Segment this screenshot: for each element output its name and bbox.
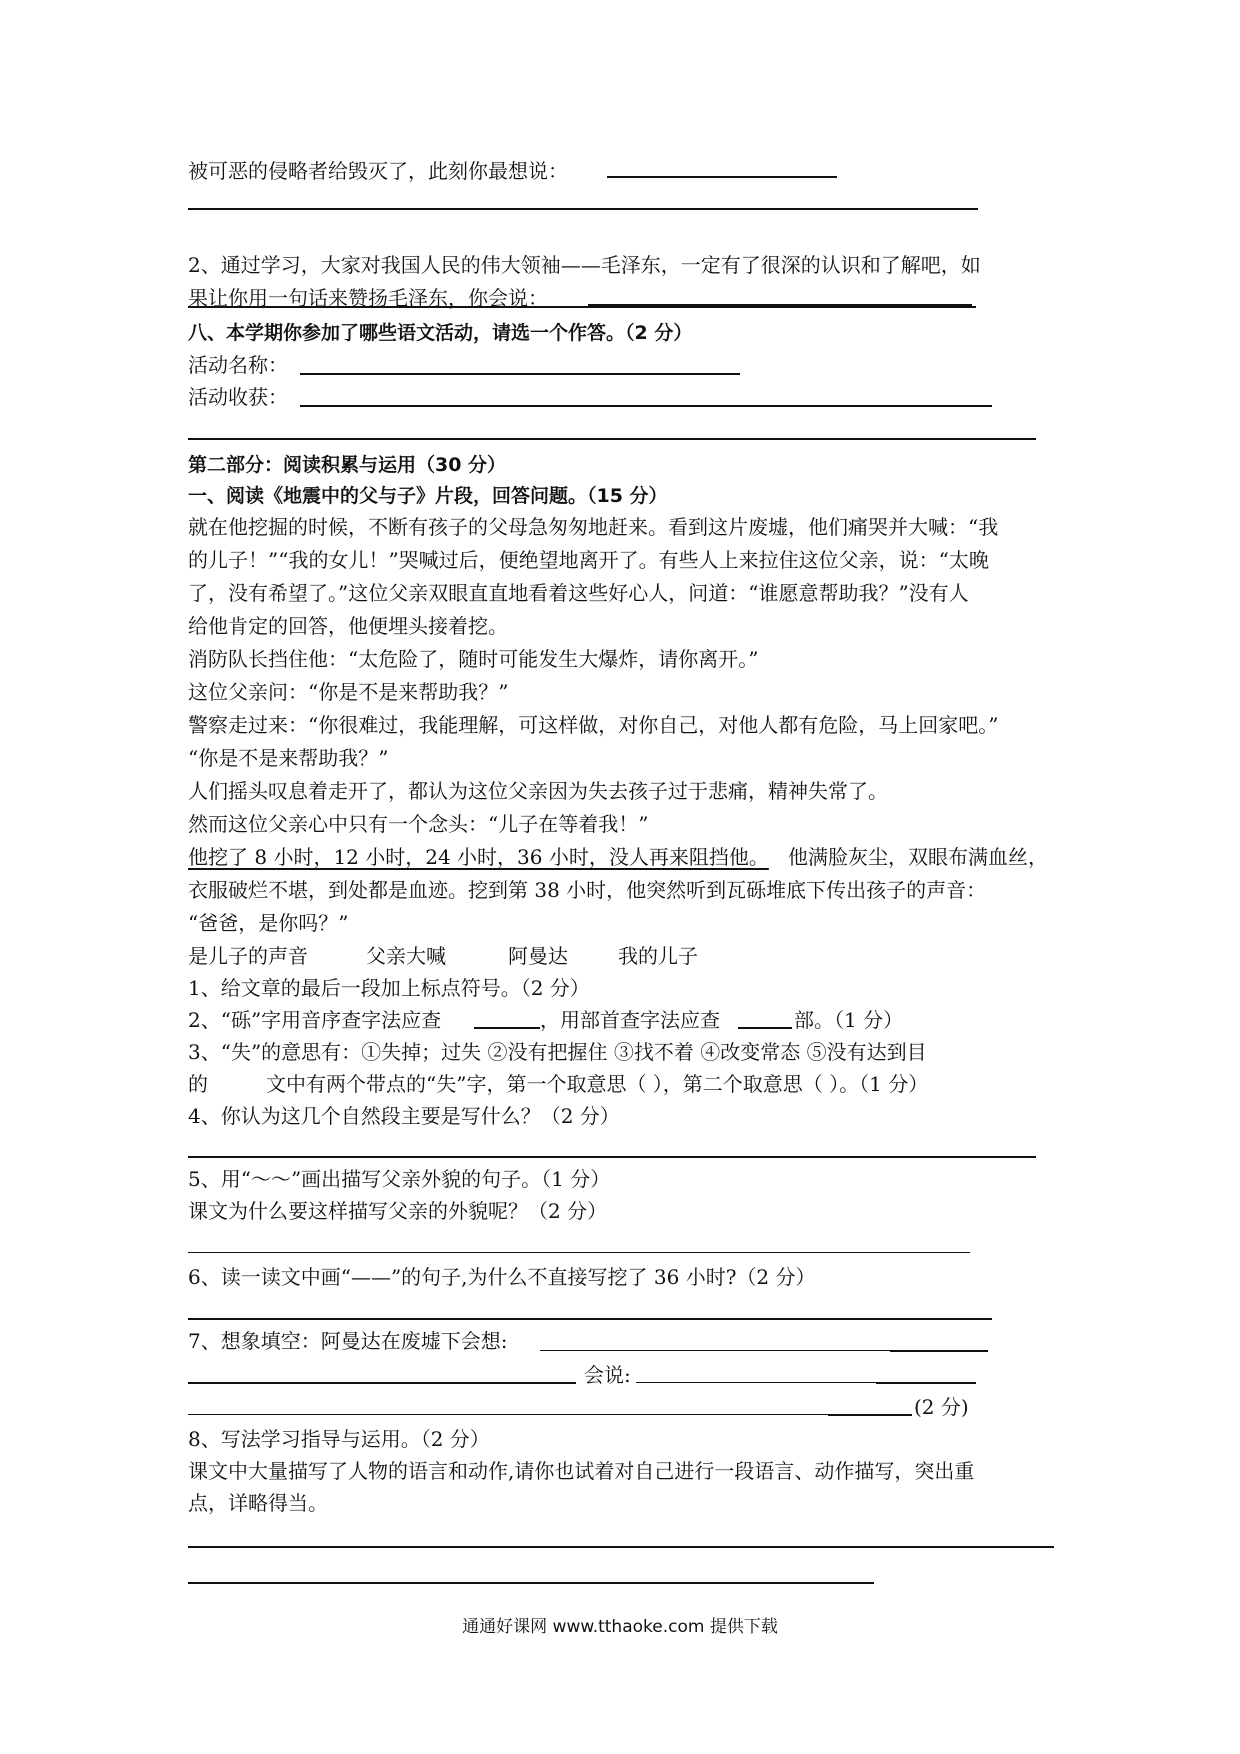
question-8-line2: 点，详略得当。 (188, 1491, 328, 1515)
activity-gain-label: 活动收获： (188, 385, 288, 409)
activity-gain-line[interactable] (300, 405, 992, 407)
activity-name-label: 活动名称： (188, 353, 288, 377)
activity-name-line[interactable] (300, 373, 740, 375)
q5-answer-line[interactable] (188, 1252, 970, 1253)
last-paragraph-part: 我的儿子 (618, 944, 698, 968)
passage-line: 警察走过来：“你很难过，我能理解，可这样做，对你自己，对他人都有危险，马上回家吧。” (188, 713, 999, 737)
underlined-sentence: 他挖了 8 小时，12 小时，24 小时，36 小时，没人再来阻挡他。 (188, 845, 769, 869)
q7-say-line-end[interactable] (876, 1382, 976, 1384)
question-2c: 部。（1 分） (794, 1008, 904, 1032)
q1-tail-text: 被可恶的侵略者给毁灭了，此刻你最想说： (188, 159, 568, 183)
q2-line2: 果让你用一句话来赞扬毛泽东，你会说： (188, 286, 548, 310)
q6-answer-line[interactable] (188, 1318, 992, 1320)
q7-say-line[interactable] (636, 1382, 876, 1383)
question-6: 6、读一读文中画“——”的句子,为什么不直接写挖了 36 小时?（2 分） (188, 1265, 816, 1289)
question-1: 1、给文章的最后一段加上标点符号。（2 分） (188, 976, 590, 1000)
q8-answer-line-2[interactable] (188, 1582, 874, 1584)
question-2b: ，用部首查字法应查 (540, 1008, 720, 1032)
passage-line: 人们摇头叹息着走开了，都认为这位父亲因为失去孩子过于悲痛，精神失常了。 (188, 779, 888, 803)
last-paragraph-part: 阿曼达 (508, 944, 568, 968)
q2-line1: 2、通过学习，大家对我国人民的伟大领袖——毛泽东，一定有了很深的认识和了解吧，如 (188, 253, 981, 277)
q2-blank-1[interactable] (474, 1027, 540, 1029)
q7-say-line-2[interactable] (188, 1414, 828, 1415)
passage-line: 这位父亲问：“你是不是来帮助我？” (188, 680, 509, 704)
q7-say-line-2-end[interactable] (828, 1414, 912, 1416)
question-7a: 7、想象填空：阿曼达在废墟下会想: (188, 1329, 508, 1353)
answer-line[interactable] (188, 306, 976, 308)
q4-answer-line[interactable] (188, 1156, 1036, 1158)
question-8-line1: 课文中大量描写了人物的语言和动作,请你也试着对自己进行一段语言、动作描写，突出重 (188, 1459, 975, 1483)
answer-line[interactable] (188, 208, 978, 210)
q7-think-line[interactable] (540, 1350, 890, 1351)
q8-answer-line[interactable] (188, 1546, 1054, 1548)
passage-line: 了，没有希望了。”这位父亲双眼直直地看着这些好心人，问道：“谁愿意帮助我？”没有人 (188, 581, 969, 605)
question-4: 4、你认为这几个自然段主要是写什么？（2 分） (188, 1104, 620, 1128)
passage-line: 的儿子！”“我的女儿！”哭喊过后，便绝望地离开了。有些人上来拉住这位父亲，说：“太晚 (188, 548, 989, 572)
question-2a: 2、“砾”字用音序查字法应查 (188, 1008, 442, 1032)
part2-heading: 第二部分：阅读积累与运用（30 分） (188, 454, 507, 476)
passage-line: “爸爸，是你吗？” (188, 911, 349, 935)
reading1-heading: 一、阅读《地震中的父与子》片段，回答问题。（15 分） (188, 485, 668, 507)
question-7b: 会说: (584, 1363, 631, 1387)
q7-think-line-2[interactable] (188, 1382, 576, 1384)
passage-line: 然而这位父亲心中只有一个念头：“儿子在等着我！” (188, 812, 649, 836)
passage-line: 他满脸灰尘，双眼布满血丝， (788, 845, 1048, 869)
activity-gain-line-2[interactable] (188, 438, 1036, 440)
q7-think-line-end[interactable] (890, 1350, 988, 1352)
question-7c: (2 分) (914, 1395, 969, 1419)
last-paragraph-part: 是儿子的声音 (188, 944, 308, 968)
passage-line: “你是不是来帮助我？” (188, 746, 389, 770)
answer-line[interactable] (607, 176, 837, 178)
q2-blank-2[interactable] (738, 1027, 792, 1029)
question-3-line2a: 的 (188, 1072, 208, 1096)
footer-credit: 通通好课网 www.tthaoke.com 提供下载 (462, 1617, 778, 1637)
question-8: 8、写法学习指导与运用。（2 分） (188, 1427, 490, 1451)
passage-line: 就在他挖掘的时候，不断有孩子的父母急匆匆地赶来。看到这片废墟，他们痛哭并大喊：“我 (188, 515, 999, 539)
question-5b: 课文为什么要这样描写父亲的外貌呢？（2 分） (188, 1199, 608, 1223)
passage-line: 消防队长挡住他：“太危险了，随时可能发生大爆炸，请你离开。” (188, 647, 759, 671)
passage-line: 衣服破烂不堪，到处都是血迹。挖到第 38 小时，他突然听到瓦砾堆底下传出孩子的声音： (188, 878, 987, 902)
question-3-line1: 3、“失”的意思有：①失掉；过失 ②没有把握住 ③找不着 ④改变常态 ⑤没有达到目 (188, 1040, 927, 1064)
last-paragraph-part: 父亲大喊 (366, 944, 446, 968)
question-5: 5、用“～～”画出描写父亲外貌的句子。（1 分） (188, 1167, 611, 1191)
section8-heading: 八、本学期你参加了哪些语文活动，请选一个作答。（2 分） (188, 322, 693, 344)
question-3-line2b: 文中有两个带点的“失”字，第一个取意思（ ），第二个取意思（ ）。（1 分） (266, 1072, 929, 1096)
passage-line: 给他肯定的回答，他便埋头接着挖。 (188, 614, 508, 638)
